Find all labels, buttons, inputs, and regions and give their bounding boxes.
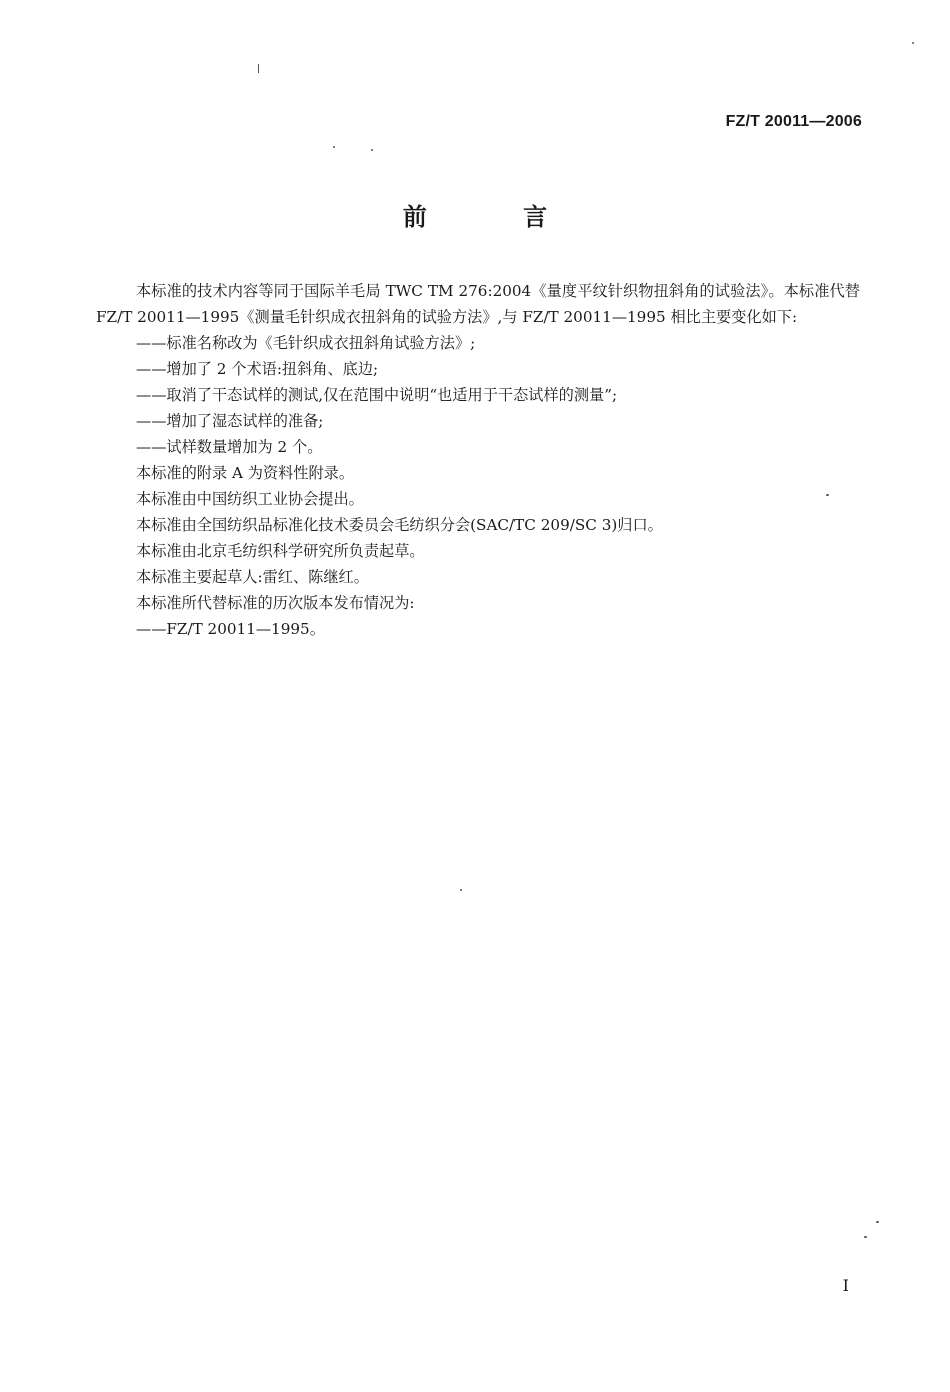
scan-speck <box>912 42 914 44</box>
scan-speck <box>460 889 462 891</box>
scan-speck <box>258 64 259 73</box>
statement-line: 本标准由全国纺织品标准化技术委员会毛纺织分会(SAC/TC 209/SC 3)归口。 <box>136 516 663 534</box>
scan-speck <box>333 146 335 148</box>
change-item: ——增加了湿态试样的准备; <box>136 412 324 430</box>
statement-line: 本标准所代替标准的历次版本发布情况为: <box>136 594 415 612</box>
change-item: ——取消了干态试样的测试,仅在范围中说明“也适用于干态试样的测量”; <box>136 386 618 404</box>
scan-speck <box>864 1236 867 1238</box>
scan-speck <box>826 494 829 496</box>
statement-line: 本标准由北京毛纺织科学研究所负责起草。 <box>136 542 425 560</box>
scan-speck <box>371 149 373 151</box>
page-title: 前 言 <box>402 203 592 231</box>
standard-code: FZ/T 20011—2006 <box>725 113 862 130</box>
change-item: ——标准名称改为《毛针织成衣扭斜角试验方法》; <box>136 334 476 352</box>
scan-speck <box>876 1221 879 1223</box>
change-item: ——增加了 2 个术语:扭斜角、底边; <box>136 360 379 378</box>
page-number: I <box>842 1276 849 1295</box>
change-item: ——试样数量增加为 2 个。 <box>136 438 323 456</box>
foreword-body <box>96 278 860 642</box>
statement-line: 本标准主要起草人:雷红、陈继红。 <box>136 568 369 586</box>
statement-line: 本标准的附录 A 为资料性附录。 <box>136 464 355 482</box>
intro-paragraph: 本标准的技术内容等同于国际羊毛局 TWC TM 276:2004《量度平纹针织物扭斜角的试验法》。本标准代替 FZ/T 20011—1995《测量毛针织成衣扭斜角的试验方法》,与 FZ/T 20011—1995 相比主要变化如下: <box>96 282 860 326</box>
history-item: ——FZ/T 20011—1995。 <box>136 620 325 638</box>
statement-line: 本标准由中国纺织工业协会提出。 <box>136 490 364 508</box>
